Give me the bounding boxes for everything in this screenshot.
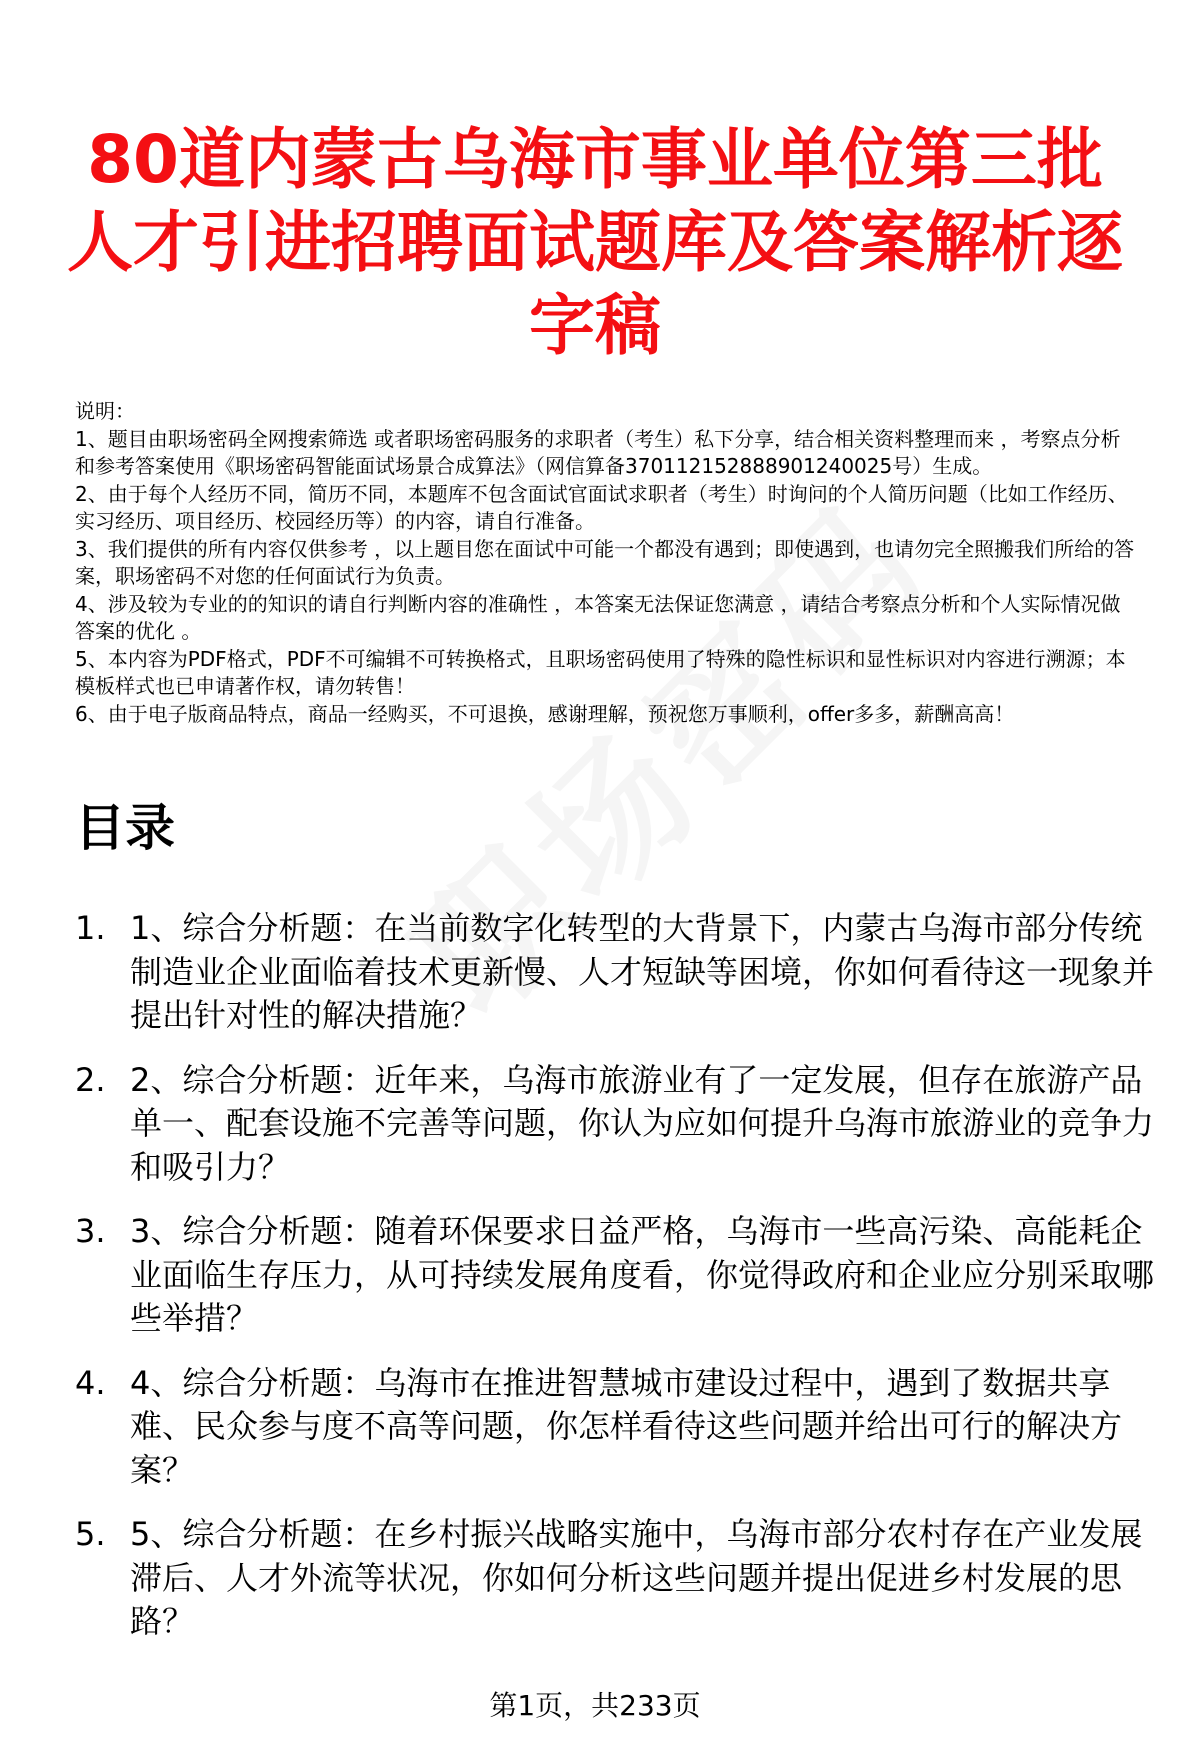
toc-item-number: 3.: [75, 1212, 106, 1250]
note-item: 5、本内容为PDF格式，PDF不可编辑不可转换格式，且职场密码使用了特殊的隐性标识和显性标识对内容进行溯源；本模板样式也已申请著作权，请勿转售！: [75, 646, 1126, 698]
toc-item-text[interactable]: 1、综合分析题：在当前数字化转型的大背景下，内蒙古乌海市部分传统制造业企业面临着技术更新慢、人才短缺等困境，你如何看待这一现象并提出针对性的解决措施？: [130, 909, 1155, 1034]
toc-item[interactable]: [75, 1059, 1170, 1190]
toc-item-number: 4.: [75, 1363, 106, 1402]
toc-item-text[interactable]: 4、综合分析题：乌海市在推进智慧城市建设过程中，遇到了数据共享难、民众参与度不高等问题，你怎样看待这些问题并给出可行的解决方案？: [130, 1363, 1123, 1489]
toc-item[interactable]: [75, 907, 1170, 1038]
toc-item[interactable]: [75, 1210, 1170, 1341]
note-item: 3、我们提供的所有内容仅供参考 ，以上题目您在面试中可能一个都没有遇到；即使遇到，也请勿完全照搬我们所给的答案，职场密码不对您的任何面试行为负责。: [75, 536, 1135, 588]
toc-item-number: 2.: [75, 1060, 106, 1099]
note-item: 1、题目由职场密码全网搜索筛选 或者职场密码服务的求职者（考生）私下分享，结合相关资料整理而来 ，考察点分析和参考答案使用《职场密码智能面试场景合成算法》（网信算备370112152888901240025号）生成。: [75, 426, 1121, 478]
toc-heading: 目录: [75, 799, 175, 857]
notes-heading: 说明：: [75, 399, 135, 423]
note-item: 6、由于电子版商品特点，商品一经购买，不可退换，感谢理解，预祝您万事顺利，offer多多，薪酬高高！: [75, 701, 1015, 726]
toc-item-number: 1.: [75, 909, 106, 947]
page-number: 第1页，共233页: [489, 1689, 701, 1722]
toc-list: [75, 907, 1170, 1665]
toc-item[interactable]: [75, 1513, 1170, 1644]
toc-item-text[interactable]: 3、综合分析题：随着环保要求日益严格，乌海市一些高污染、高能耗企业面临生存压力，从可持续发展角度看，你觉得政府和企业应分别采取哪些举措？: [130, 1212, 1155, 1337]
document-title: 80道内蒙古乌海市事业单位第三批人才引进招聘面试题库及答案解析逐字稿: [67, 121, 1123, 364]
toc-item-text[interactable]: 5、综合分析题：在乡村振兴战略实施中，乌海市部分农村存在产业发展滞后、人才外流等状况，你如何分析这些问题并提出促进乡村发展的思路？: [130, 1515, 1143, 1640]
toc-item-number: 5.: [75, 1515, 106, 1553]
note-item: 2、由于每个人经历不同，简历不同，本题库不包含面试官面试求职者（考生）时询问的个人简历问题（比如工作经历、实习经历、项目经历、校园经历等）的内容，请自行准备。: [75, 481, 1128, 533]
note-item: 4、涉及较为专业的的知识的请自行判断内容的准确性 ，本答案无法保证您满意 ，请结合考察点分析和个人实际情况做答案的优化 。: [75, 591, 1121, 643]
toc-item-text[interactable]: 2、综合分析题：近年来，乌海市旅游业有了一定发展，但存在旅游产品单一、配套设施不完善等问题，你认为应如何提升乌海市旅游业的竞争力和吸引力？: [130, 1060, 1155, 1186]
toc-item[interactable]: [75, 1362, 1170, 1493]
notes-section: [75, 398, 1135, 728]
